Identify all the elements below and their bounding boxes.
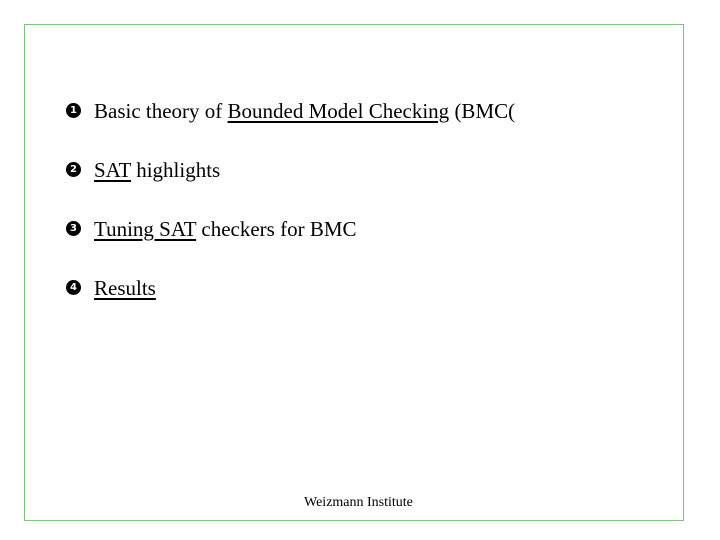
item-text-after: checkers for BMC xyxy=(196,217,357,241)
tuning-sat-link[interactable]: Tuning SAT xyxy=(94,217,197,241)
bullet-number-2: 2 xyxy=(66,162,81,177)
agenda-item-text xyxy=(94,216,357,242)
item-text-before: Basic theory of xyxy=(94,99,228,123)
agenda-item-text xyxy=(94,275,156,301)
results-link[interactable]: Results xyxy=(94,276,156,300)
bmc-link[interactable]: Bounded Model Checking xyxy=(227,99,450,123)
bullet-number-3: 3 xyxy=(66,221,81,236)
bullet-number-4: 4 xyxy=(66,280,81,295)
footer-institution: Weizmann Institute xyxy=(304,495,413,510)
item-text-after: highlights xyxy=(130,158,221,182)
sat-link[interactable]: SAT xyxy=(94,158,131,182)
bullet-number-1: 1 xyxy=(66,103,81,118)
item-text-after: (BMC( xyxy=(449,99,516,123)
agenda-item-text xyxy=(94,98,515,124)
agenda-item-text xyxy=(94,157,220,183)
